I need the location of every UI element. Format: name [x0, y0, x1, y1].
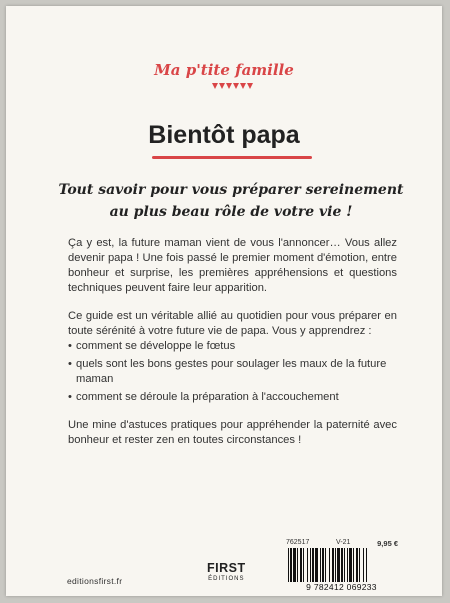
list-item: • comment se développe le fœtus: [68, 339, 397, 354]
subtitle-line-1: Tout savoir pour vous préparer sereinement: [58, 182, 404, 198]
description-paragraph-1: Ça y est, la future maman vient de vous l'annoncer… Vous allez devenir papa ! Une fois passé le premier moment d'émotion, entre bonheur et surprise, les premières appréhensions et questions techniques peuvent faire leur apparition.: [68, 237, 397, 294]
bunting-decoration: [212, 83, 253, 89]
list-item: • quels sont les bons gestes pour soulager les maux de la future maman: [68, 357, 397, 387]
subtitle-line-2: au plus beau rôle de votre vie !: [109, 204, 353, 220]
publisher-website: editionsfirst.fr: [67, 576, 123, 586]
book-title: Bientôt papa: [148, 121, 300, 149]
price-row: [286, 539, 398, 548]
publisher-logo: [207, 561, 246, 582]
version-code: V-21: [336, 539, 351, 546]
description: [68, 236, 397, 461]
learning-list: [68, 339, 397, 405]
description-paragraph-2: Ce guide est un véritable allié au quotidien pour vous préparer en toute sérénité à votre future vie de papa. Vous y apprendrez :: [68, 310, 397, 337]
series-name: Ma p'tite famille: [154, 61, 294, 79]
isbn-barcode: [285, 548, 398, 592]
publisher-name: FIRST: [207, 561, 246, 575]
isbn-number: 9 782412 069233: [306, 582, 377, 592]
description-paragraph-3: Une mine d'astuces pratiques pour appréhender la paternité avec bonheur et rester zen en toutes circonstances !: [68, 419, 397, 446]
publisher-subtitle: ÉDITIONS: [208, 576, 245, 582]
book-subtitle: [46, 179, 416, 223]
product-code: 762517: [286, 539, 310, 546]
barcode-bars: [285, 548, 398, 582]
book-back-cover: [6, 6, 442, 596]
list-item: • comment se déroule la préparation à l'accouchement: [68, 390, 397, 405]
price: 9,95 €: [377, 539, 398, 548]
title-underline: [152, 156, 312, 159]
